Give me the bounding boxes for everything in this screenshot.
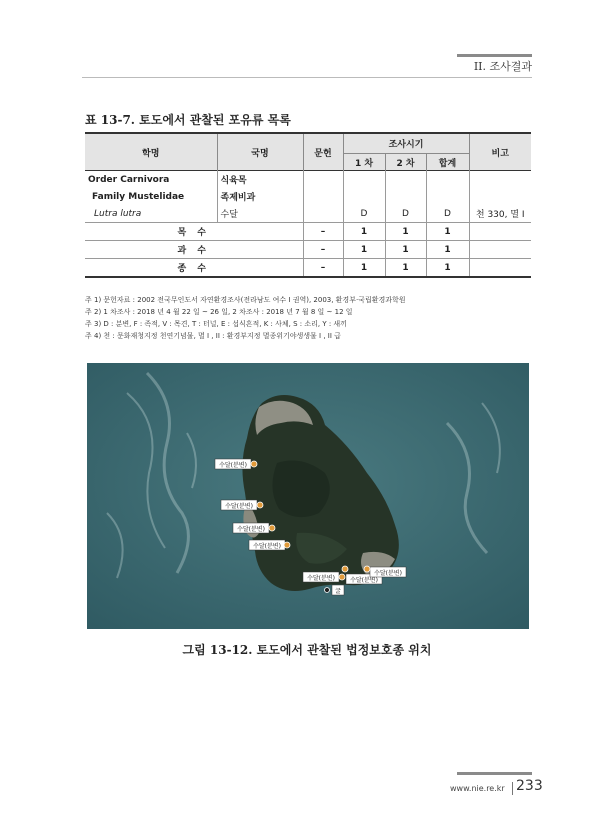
row-remark xyxy=(469,188,531,205)
table-row xyxy=(85,205,531,223)
row-literature xyxy=(303,188,343,205)
summary-second: 1 xyxy=(385,223,426,241)
summary-literature: – xyxy=(303,259,343,278)
marker-label: 수달(분변) xyxy=(237,526,265,533)
row-korean: 수달 xyxy=(217,205,303,223)
row-scientific: Family Mustelidae xyxy=(92,191,185,202)
row-total xyxy=(426,171,469,189)
row-korean: 식육목 xyxy=(217,171,303,189)
marker-label: 수달(분변) xyxy=(350,577,378,584)
aerial-photo xyxy=(87,363,529,629)
summary-first: 1 xyxy=(343,259,385,278)
summary-second: 1 xyxy=(385,259,426,278)
note-line: 주 4) 천 : 문화재청지정 천연기념물, 멸 I , II : 환경부지정 멸종위기야생생물 I , II 급 xyxy=(85,332,341,340)
header-second: 2 차 xyxy=(385,154,426,171)
row-first: D xyxy=(343,205,385,223)
note-line: 주 3) D : 분변, F : 족적, V : 목견, T : 터널, E : 섭식흔적, K : 사체, S : 소리, Y : 새끼 xyxy=(85,320,347,328)
row-remark: 천 330, 멸 I xyxy=(469,205,531,223)
summary-total: 1 xyxy=(426,259,469,278)
table-row xyxy=(85,188,531,205)
row-second xyxy=(385,171,426,189)
header-total: 합계 xyxy=(426,154,469,171)
row-first xyxy=(343,171,385,189)
header-line xyxy=(82,77,532,78)
row-second xyxy=(385,188,426,205)
summary-label: 종 수 xyxy=(85,259,303,278)
figure-caption: 그림 13-12. 토도에서 관찰된 법정보호종 위치 xyxy=(182,643,432,657)
marker xyxy=(249,540,290,550)
marker-label: 굴 xyxy=(335,588,341,595)
header-remark: 비고 xyxy=(469,133,531,171)
table-row xyxy=(85,171,531,189)
row-total: D xyxy=(426,205,469,223)
mammal-table xyxy=(85,132,531,278)
marker xyxy=(303,572,345,582)
summary-total: 1 xyxy=(426,223,469,241)
table-notes xyxy=(85,294,406,342)
summary-row xyxy=(85,223,531,241)
note-line: 주 1) 문헌자료 : 2002 전국무인도서 자연환경조사(전라남도 여수 I 권역), 2003, 환경부·국립환경과학원 xyxy=(85,296,406,304)
row-total xyxy=(426,188,469,205)
footer-url[interactable]: www.nie.re.kr xyxy=(450,784,505,793)
marker xyxy=(233,523,275,533)
summary-label: 목 수 xyxy=(85,223,303,241)
row-remark xyxy=(469,171,531,189)
summary-remark xyxy=(469,241,531,259)
summary-row xyxy=(85,241,531,259)
marker-label: 수달(분변) xyxy=(225,503,253,510)
summary-total: 1 xyxy=(426,241,469,259)
row-korean: 족제비과 xyxy=(217,188,303,205)
table-caption: 표 13-7. 토도에서 관찰된 포유류 목록 xyxy=(85,113,291,127)
row-scientific: Order Carnivora xyxy=(88,174,170,185)
header-first: 1 차 xyxy=(343,154,385,171)
header-literature: 문헌 xyxy=(303,133,343,171)
summary-literature: – xyxy=(303,241,343,259)
header-scientific: 학명 xyxy=(85,133,217,171)
summary-second: 1 xyxy=(385,241,426,259)
header-rule xyxy=(457,54,532,57)
marker xyxy=(364,566,406,577)
page-number: 233 xyxy=(516,778,543,794)
marker xyxy=(215,459,257,469)
summary-first: 1 xyxy=(343,241,385,259)
header-survey: 조사시기 xyxy=(343,133,469,154)
summary-first: 1 xyxy=(343,223,385,241)
marker-label: 수달(분변) xyxy=(253,543,281,550)
marker xyxy=(221,500,263,510)
row-scientific: Lutra lutra xyxy=(94,208,142,219)
summary-remark xyxy=(469,223,531,241)
summary-label: 과 수 xyxy=(85,241,303,259)
marker-label: 수달(분변) xyxy=(307,575,335,582)
row-first xyxy=(343,188,385,205)
summary-remark xyxy=(469,259,531,278)
footer-separator xyxy=(512,782,513,795)
marker-label: 수달(분변) xyxy=(219,462,247,469)
row-second: D xyxy=(385,205,426,223)
note-line: 주 2) 1 차조사 : 2018 년 4 월 22 일 ~ 26 일, 2 차조사 : 2018 년 7 월 8 일 ~ 12 일 xyxy=(85,308,353,316)
header-title: II. 조사결과 xyxy=(473,60,532,73)
marker-label: 수달(분변) xyxy=(374,570,402,577)
row-literature xyxy=(303,171,343,189)
row-literature xyxy=(303,205,343,223)
footer-rule xyxy=(457,772,532,775)
summary-literature: – xyxy=(303,223,343,241)
header-korean: 국명 xyxy=(217,133,303,171)
summary-row xyxy=(85,259,531,278)
